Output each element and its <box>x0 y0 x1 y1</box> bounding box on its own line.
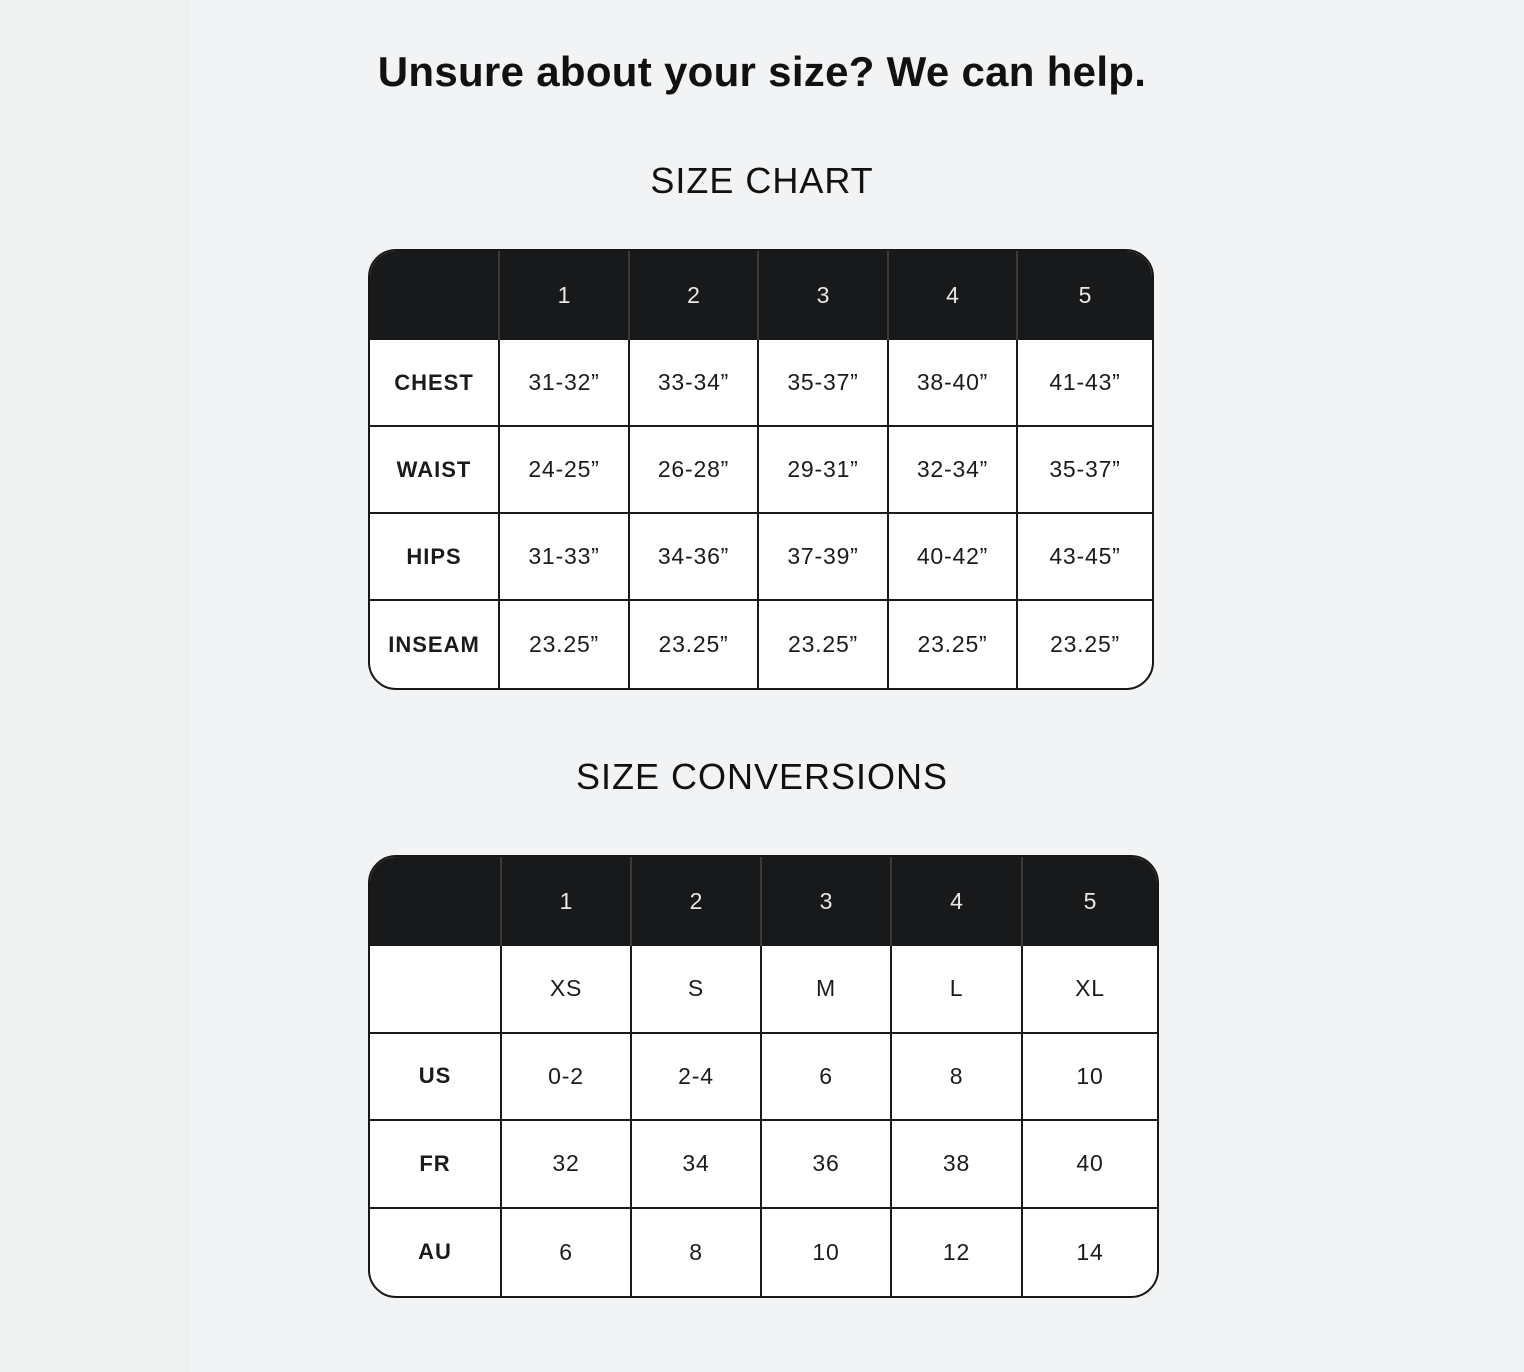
size-conversions-title: SIZE CONVERSIONS <box>575 756 949 797</box>
table-cell: 12 <box>892 1209 1023 1297</box>
table-cell: 38-40” <box>889 340 1018 427</box>
row-label-hips: HIPS <box>370 514 500 601</box>
size-chart-header-size-5: 5 <box>1018 251 1152 340</box>
table-cell: XS <box>502 946 632 1034</box>
table-cell: 10 <box>762 1209 892 1297</box>
row-label-au: AU <box>370 1209 502 1297</box>
size-conversions-header-corner <box>370 857 502 946</box>
table-cell: 23.25” <box>1049 631 1120 657</box>
table-cell: 6 <box>502 1209 632 1297</box>
size-conversions-header-size-5: 5 <box>1023 857 1157 946</box>
page-headline: Unsure about your size? We can help. <box>377 48 1147 95</box>
table-cell: 23.25” <box>889 601 1018 688</box>
table-cell: 40-42” <box>889 514 1018 601</box>
size-conversions-header-size-2: 2 <box>632 857 762 946</box>
size-conversions-row-fr <box>370 1121 1157 1209</box>
size-chart-header-row <box>370 251 1152 340</box>
table-cell: 23.25” <box>630 601 759 688</box>
table-cell: 32-34” <box>889 427 1018 514</box>
row-label-fr: FR <box>370 1121 502 1209</box>
table-cell: 14 <box>1076 1238 1104 1265</box>
table-cell: S <box>632 946 762 1034</box>
size-conversions-header-row <box>370 857 1157 946</box>
table-cell: 31-33” <box>500 514 630 601</box>
row-label-letter <box>370 946 502 1034</box>
table-cell: 23.25” <box>759 601 889 688</box>
table-cell: 8 <box>632 1209 762 1297</box>
table-cell: 35-37” <box>759 340 889 427</box>
table-cell: 43-45” <box>1018 514 1152 601</box>
table-cell: XL <box>1023 946 1157 1034</box>
table-cell: 29-31” <box>759 427 889 514</box>
size-chart-row-inseam <box>370 601 1152 688</box>
size-chart-header-size-3: 3 <box>759 251 889 340</box>
size-conversions-table <box>368 855 1159 1298</box>
size-chart-row-waist <box>370 427 1152 514</box>
size-chart-header-size-1: 1 <box>500 251 630 340</box>
table-cell: 8 <box>892 1034 1023 1122</box>
table-cell: L <box>892 946 1023 1034</box>
size-conversions-header-size-1: 1 <box>502 857 632 946</box>
page-background-strip <box>0 0 190 1372</box>
table-cell: 41-43” <box>1018 340 1152 427</box>
table-cell: 0-2 <box>502 1034 632 1122</box>
table-cell: 24-25” <box>500 427 630 514</box>
table-cell: 31-32” <box>500 340 630 427</box>
size-conversions-row-us <box>370 1034 1157 1122</box>
size-conversions-header-size-3: 3 <box>762 857 892 946</box>
size-conversions-header-size-4: 4 <box>892 857 1023 946</box>
size-chart-row-chest <box>370 340 1152 427</box>
table-cell: 32 <box>502 1121 632 1209</box>
table-cell: 34 <box>632 1121 762 1209</box>
row-label-inseam: INSEAM <box>370 601 500 688</box>
size-conversions-row-letter <box>370 946 1157 1034</box>
table-cell: 2-4 <box>632 1034 762 1122</box>
table-cell: 38 <box>892 1121 1023 1209</box>
table-cell: 36 <box>762 1121 892 1209</box>
table-cell: 35-37” <box>1018 427 1152 514</box>
size-chart-table <box>368 249 1154 690</box>
size-chart-header-size-4: 4 <box>889 251 1018 340</box>
row-label-chest: CHEST <box>370 340 500 427</box>
size-chart-row-hips <box>370 514 1152 601</box>
size-chart-header-size-2: 2 <box>630 251 759 340</box>
size-chart-header-corner <box>370 251 500 340</box>
size-conversions-row-au <box>370 1209 1157 1297</box>
table-cell: 26-28” <box>630 427 759 514</box>
table-cell: 33-34” <box>630 340 759 427</box>
table-cell: 10 <box>1023 1034 1157 1122</box>
row-label-us: US <box>370 1034 502 1122</box>
table-cell: M <box>762 946 892 1034</box>
table-cell: 6 <box>762 1034 892 1122</box>
table-cell: 40 <box>1023 1121 1157 1209</box>
table-cell: 23.25” <box>500 601 630 688</box>
size-chart-title: SIZE CHART <box>650 160 874 201</box>
table-cell: 34-36” <box>630 514 759 601</box>
row-label-waist: WAIST <box>370 427 500 514</box>
table-cell: 37-39” <box>759 514 889 601</box>
